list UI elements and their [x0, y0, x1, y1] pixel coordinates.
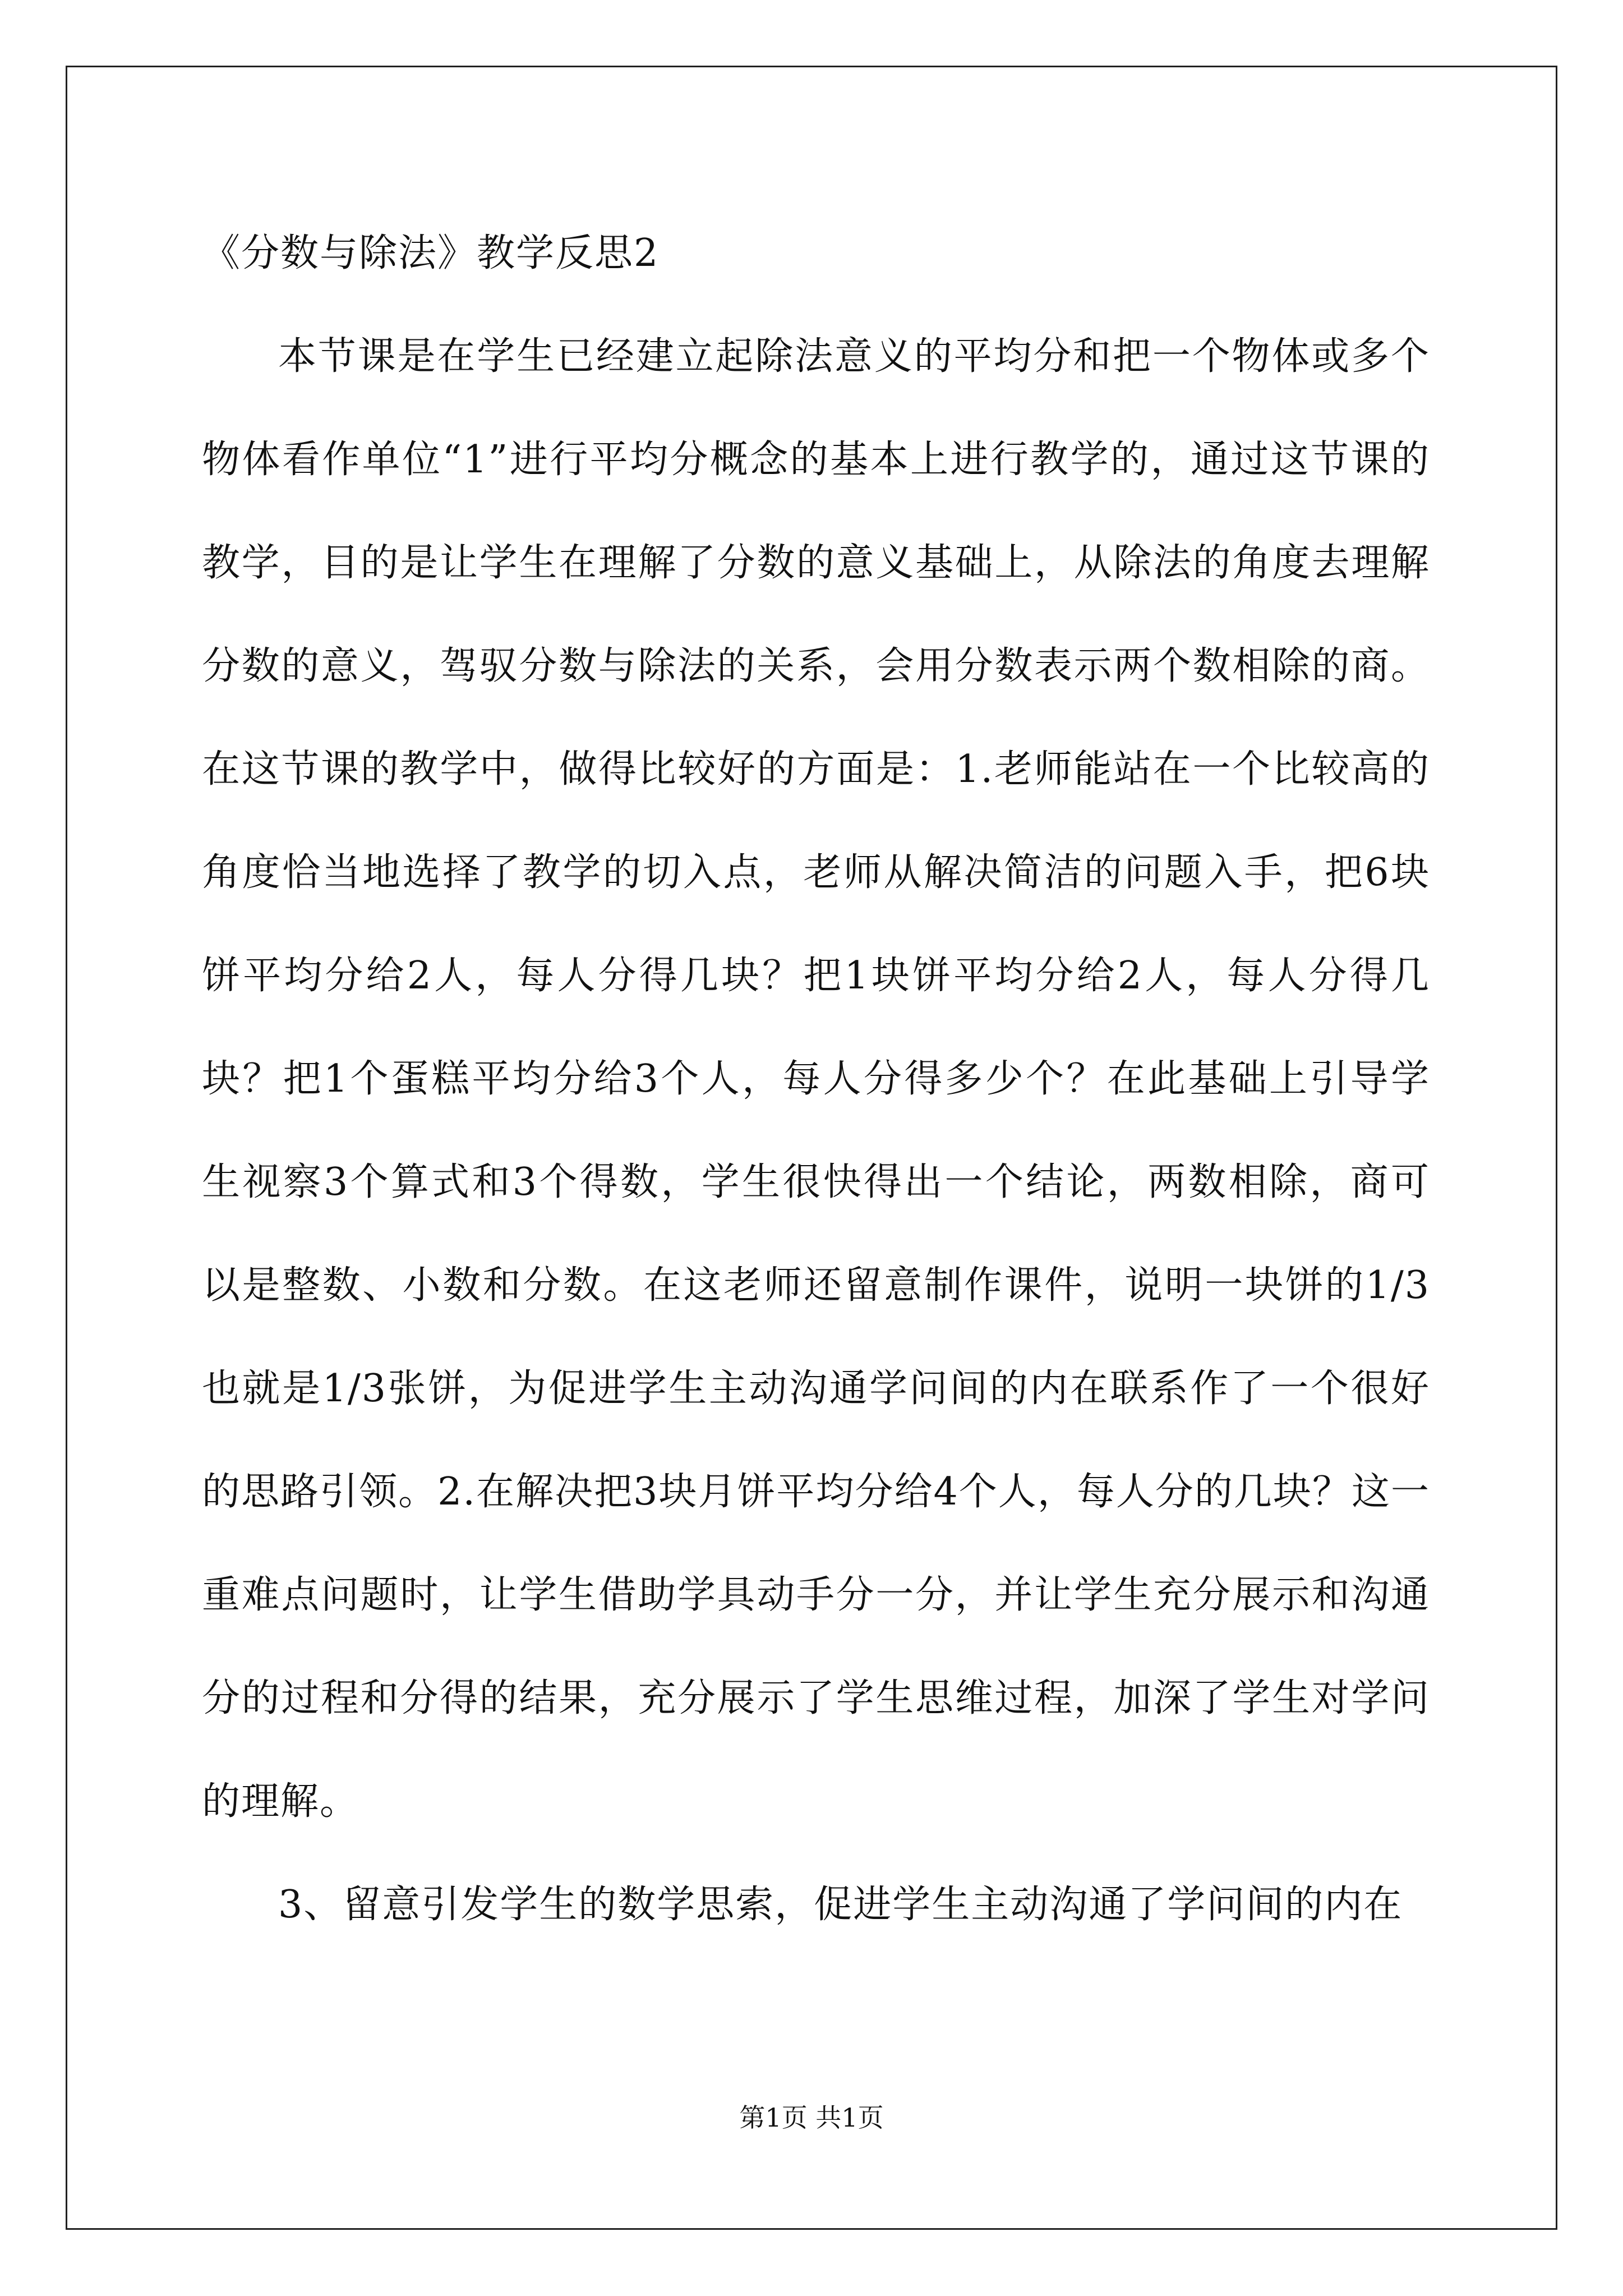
paragraph-2: 3、留意引发学生的数学思索，促进学生主动沟通了学问间的内在: [278, 1883, 1403, 1927]
document-body: [202, 202, 1430, 1957]
page-footer: 第1页 共1页: [739, 2102, 884, 2133]
document-title: 《分数与除法》教学反思2: [202, 231, 660, 275]
paragraph-1: 本节课是在学生已经建立起除法意义的平均分和把一个物体或多个物体看作单位“1”进行平均分概念的基本上进行教学的，通过这节课的教学，目的是让学生在理解了分数的意义基础上，从除法的角度去理解分数的意义，驾驭分数与除法的关系，会用分数表示两个数相除的商。 在这节课的教学中，做得比较好的方面是：1.老师能站在一个比较高的角度恰当地选择了教学的切入点，老师从解决简洁的问题入手，把6块饼平均分给2人，每人分得几块？把1块饼平均分给2人，每人分得几块？把1个蛋糕平均分给3个人，每人分得多少个？在此基础上引导学生视察3个算式和3个得数，学生很快得出一个结论，两数相除，商可以是整数、小数和分数。在这老师还留意制作课件，说明一块饼的1/3也就是1/3张饼，为促进学生主动沟通学问间的内在联系作了一个很好的思路引领。2.在解决把3块月饼平均分给4个人，每人分的几块？这一重难点问题时，让学生借助学具动手分一分，并让学生充分展示和沟通分的过程和分得的结果，充分展示了学生思维过程，加深了学生对学问的理解。: [202, 334, 1430, 1824]
